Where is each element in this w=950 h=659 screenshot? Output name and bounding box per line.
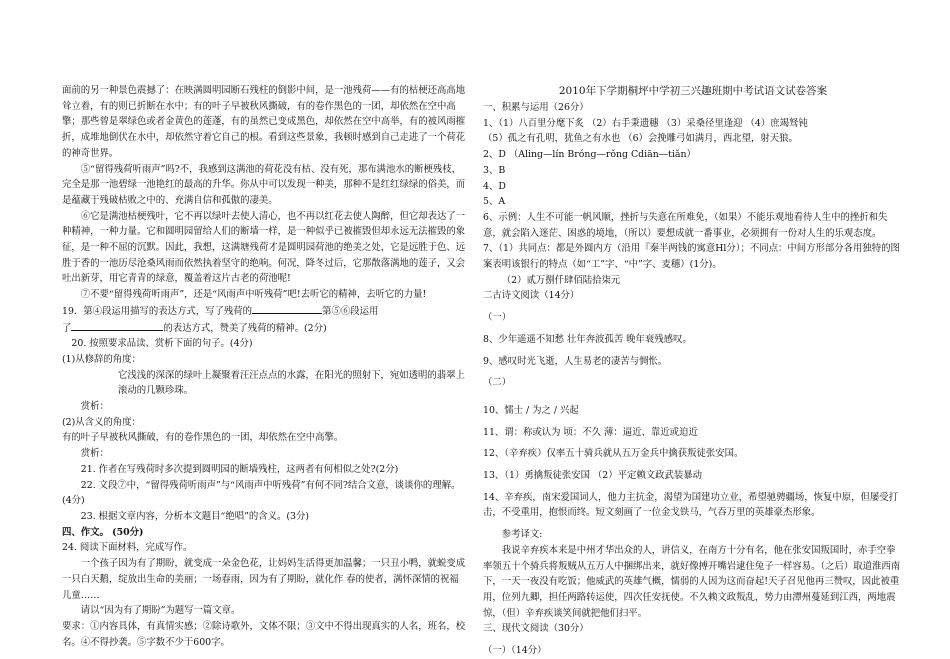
answer-9: 9、感叹时光飞逝，人生易老的凄苦与惆怅。 <box>483 355 668 367</box>
question-20-part-1: (1)从修辞的角度： <box>62 353 141 365</box>
passage-paragraph-5: ⑤“留得残荷听雨声”吗?不，我感到这满池的荷花没有枯、没有死，那布满池水的断梗残枝，完全是那一池碧绿一池艳红的最高的升华。你从中可以发现一种美，那种不是红红绿绿的俗美，而是蕴藏于残破枯败之中的、充满自信和孤傲的凄美。 <box>62 163 466 206</box>
answer-3: 3、B <box>483 164 506 176</box>
passage-paragraph-4: 面前的另一种景色震撼了：在映满圆明园断石残柱的倒影中间，是一池残荷——有的枯梗还高高地耸立着，有的则已折断在水中；有的叶子早被秋风撕破，有的卷作黑色的一团，却依然在空中高擎；那些曾是翠绿色或者金黄色的莲蓬，有的虽然已变成黑色，却依然在空中高举，有的被风雨摧折，成堆地倒伏在水中，却依然守着它自己的根。看到这些景象，我顿时感到自己走进了一个荷花的神奇世界。 <box>62 85 466 159</box>
answer-1-continued: （5）孤之有孔明，犹鱼之有水也 （6）会挽雕弓如满月，西北望，射天狼。 <box>483 133 798 145</box>
reference-translation-label: 参考译文: <box>501 529 543 541</box>
passage-paragraph-6: ⑥它是满池枯梗残叶，它不再以绿叶去使人清心，也不再以红花去使人陶醉，但它却表达了一种精神，一种力量。它和圆明园留给人们的断墙一样，是一种似乎已被摧毁但却永远无法摧毁的象征，是一种不屈的沉默。因此，我想，这满塘残荷才是圆明园荷池的绝美之处，它是远胜于色、远胜于香的一池历尽沧桑风雨而依然执着坚守的绝响。何况，降冬过后，它那散落满地的莲子，又会吐出新芽，用它青青的绿意，覆盖着这片古老的荷池呢! <box>62 210 466 285</box>
answer-5: 5、A <box>483 196 506 208</box>
left-column <box>62 83 468 650</box>
section-1-heading: 一、积累与运用（26分） <box>483 102 589 113</box>
answer-blank[interactable] <box>71 320 163 331</box>
question-21: 21. 作者在写残荷时多次提到圆明园的断墙残柱，这两者有何相似之处?(2分) <box>80 463 399 475</box>
answer-14: 14、辛弃疾，南宋爱国词人，他力主抗金，渴望为国建功立业，希望驰骋疆场，恢复中原，但屡受打击，不受重用，抱恨而终。短文刻画了一位金戈铁马，气吞万里的英雄豪杰形象。 <box>483 491 899 519</box>
question-23: 23. 根据文章内容，分析本文题目“绝唱”的含义。(3分) <box>80 510 310 522</box>
section-2-heading: 二古诗文阅读（14分） <box>483 290 580 302</box>
section-3-heading: 三、现代文阅读（30分） <box>483 623 589 635</box>
answer-blank[interactable] <box>252 303 322 314</box>
answer-key-title: 2010年下学期桐坪中学初三兴趣班期中考试语文试卷答案 <box>558 85 828 97</box>
right-column <box>483 83 903 659</box>
answer-2: 2、D （Aling—lín Bróng—rǒng Cdiān—tiǎn） <box>483 149 696 161</box>
answer-13: 13、（1）勇擒叛徒张安国 （2）平定赖文政武装暴动 <box>483 470 703 482</box>
reference-translation-text: 我说辛弃疾本来是中州才华出众的人，讲信义，在南方十分有名，他在张安国叛国时，赤手空拳率领五十个骑兵将叛贼从五万人中捆绑出来，就好像搏开嘴岩逮住兔子一样容易。（之后）取道淮西南下，一天一夜没有吃饭；他威武的英雄气概，懦弱的人因为这而奋起!天子召见他再三赞叹，因此被重用，位列九卿，担任两路转运使，四次任安抚使。不久赖文政叛乱，势力由潭州蔓延到江西，两地震惊，（但）辛弃疾谈笑间就把他们扫平。 <box>483 544 901 619</box>
answer-6: 6、示例：人生不可能一帆风顺，挫折与失意在所难免，（如果）不能乐观地看待人生中的挫折和失意，就会陷入迷茫、困惑的境地，（所以）要想成就一番事业，必须拥有一份对人生的乐观态度。 <box>483 211 888 239</box>
answer-11: 11、谓：称或认为 顷：不久 薄：逼近、靠近或迫近 <box>483 426 698 438</box>
question-20-sentence-2: 有的叶子早被秋风撕破，有的卷作黑色的一团，却依然在空中高擎。 <box>62 432 344 444</box>
question-19: 19．第④段运用描写的表达方式，写了残荷的 第⑤⑥段运用 了 的表达方式，赞美了残荷的精神。(2分) <box>62 303 468 336</box>
question-22: 22. 文段⑦中，“留得残荷听雨声”与“风雨声中听残荷”有何不同?结合文意，谈谈你的理解。(4分) <box>62 479 461 507</box>
answer-7-part-2: （2）贰万捌仟肆佰陆拾柒元 <box>501 274 621 286</box>
subsection-2: （二） <box>483 377 512 389</box>
answer-12: 12、（辛弃疾）仅率五十骑兵就从五万金兵中擒获叛徒张安国。 <box>483 448 744 460</box>
question-24-requirements: 要求：①内容具体，有真情实感；②除诗歌外，文体不限；③文中不得出现真实的人名，班名，校名。④不得抄袭。⑤字数不少于600字。 <box>62 620 466 648</box>
question-20-part-2: (2)从含义的角度： <box>62 416 141 428</box>
subsection-1: （一） <box>483 312 512 324</box>
section-4-heading: 四、作文。 (50分) <box>62 526 144 538</box>
question-24: 24. 阅读下面材料，完成写作。 <box>62 542 193 554</box>
appreciation-label-1: 赏析： <box>80 401 109 413</box>
question-20: 20. 按照要求品读、赏析下面的句子。(4分) <box>71 338 253 350</box>
answer-8: 8、少年遥遥不知愁 壮年奔波孤苦 晚年衰残感叹。 <box>483 333 692 345</box>
passage-paragraph-7: ⑦不要“留得残荷听雨声”，还是“风雨声中听残荷”吧!去听它的精神，去听它的力量! <box>80 289 427 301</box>
question-20-sentence-1: 它浅浅的深深的绿叶上凝聚着汪汪点点的水露，在阳光的照射下，宛如透明的翡翠上滚动的几颗珍珠。 <box>118 369 465 397</box>
answer-1: 1、（1）八百里分麾下炙 （2）右手秉遗穗 （3）采桑径里逢迎 （4）庶竭驽钝 <box>483 117 808 129</box>
appreciation-label-2: 赏析： <box>80 448 109 460</box>
subsection-3: （一）（14分） <box>483 645 547 657</box>
answer-10: 10、懦士 / 为之 / 兴起 <box>483 404 579 416</box>
question-24-material: 一个孩子因为有了期盼，就变成一朵金色花，让妈妈生活得更加温馨；一只丑小鸭，就蜕变成一只白天鹅，绽放出生命的美丽；一场春雨，因为有了期盼，就化作 春的使者，满怀深情的祝福儿童…… <box>62 558 466 601</box>
spacer <box>483 391 903 403</box>
answer-4: 4、D <box>483 180 506 192</box>
answer-7: 7、（1）共同点：都是外圆内方（沿用『秦半两钱的寓意Hl分）；不同点：中间方形部分各用独特的图案表明该银行的特点（如“工”字、“中”字、麦穗）(1分)。 <box>483 243 900 271</box>
question-24-prompt: 请以“因为有了期盼”为题写一篇文章。 <box>80 605 241 617</box>
